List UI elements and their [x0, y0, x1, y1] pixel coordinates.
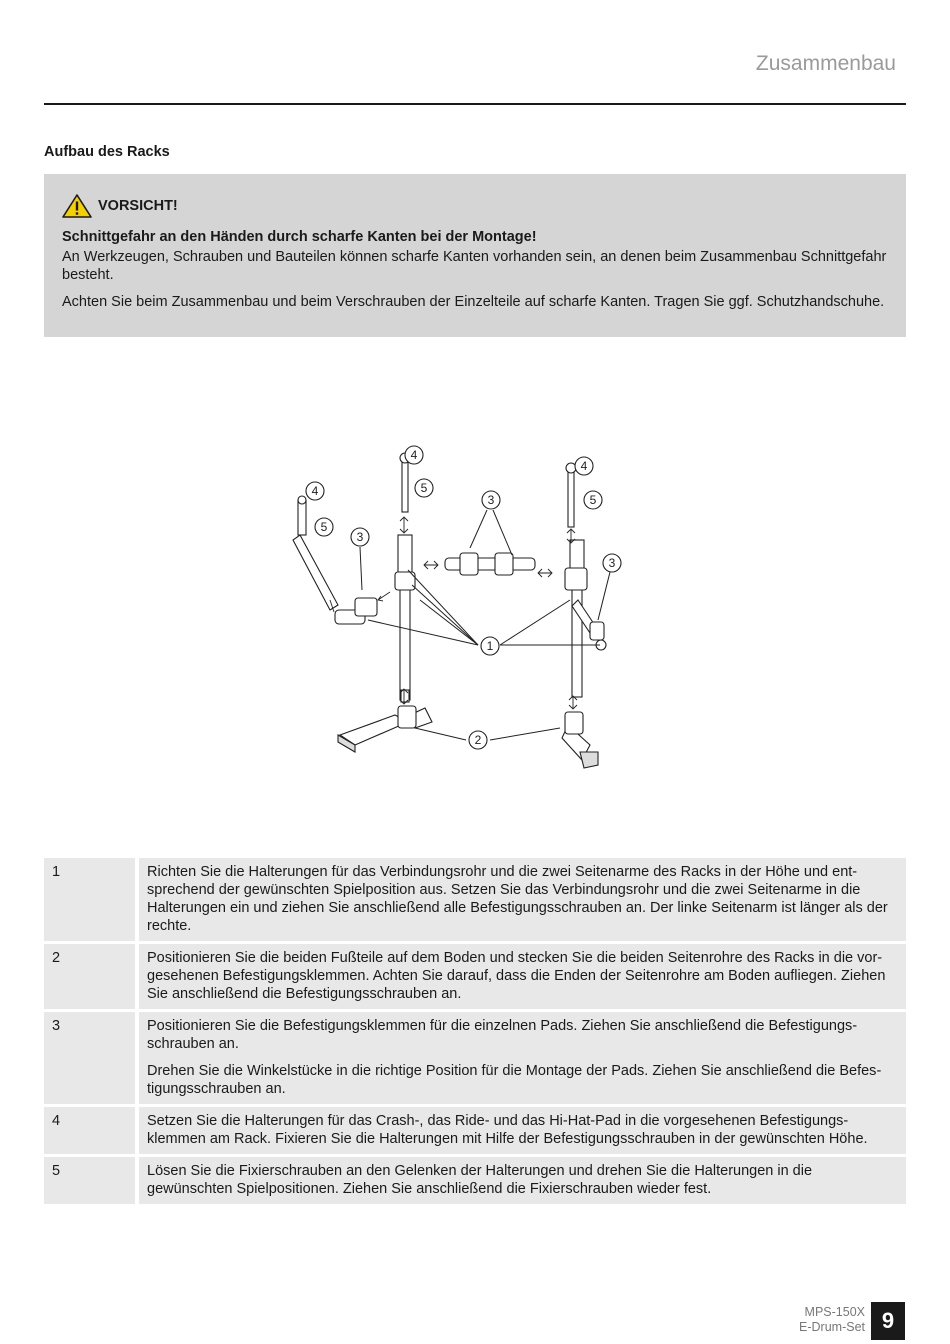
callout-label-5: 5 [320, 520, 328, 534]
callout-label-5: 5 [420, 481, 428, 495]
left-upright-tube [395, 535, 415, 702]
rack-assembly-illustration [290, 440, 640, 775]
callout-label-4: 4 [311, 484, 319, 498]
callout-label-5: 5 [589, 493, 597, 507]
mount-rods [298, 453, 576, 527]
warning-label: VORSICHT! [98, 198, 178, 214]
warning-paragraph: An Werkzeugen, Schrauben und Bauteilen können scharfe Kanten vorhanden sein, an denen beim Zusammenbau Schnittgefahr besteht. [62, 249, 887, 283]
table-row [44, 1157, 906, 1204]
step-number: 1 [44, 858, 139, 941]
step-text [139, 944, 906, 1009]
callout-label-2: 2 [474, 733, 482, 747]
table-row [44, 1012, 906, 1104]
warning-subtitle: Schnittgefahr an den Händen durch scharfe Kanten bei der Montage! [62, 229, 537, 245]
page-number: 9 [871, 1302, 905, 1340]
step-paragraph: Drehen Sie die Winkelstücke in die richtige Position für die Montage der Pads. Ziehen Sie anschließend die Befestigungsschrauben an. [147, 1063, 882, 1097]
header-rule [44, 103, 906, 105]
step-text [139, 1012, 906, 1104]
step-paragraph: Positionieren Sie die Befestigungsklemmen für die einzelnen Pads. Ziehen Sie anschließend die Befestigungsschrauben an. [147, 1018, 858, 1052]
table-row [44, 944, 906, 1009]
step-text [139, 1107, 906, 1154]
warning-header [62, 194, 888, 218]
callout-label-3: 3 [356, 530, 364, 544]
steps-table [44, 855, 906, 1207]
step-number: 4 [44, 1107, 139, 1154]
right-foot [562, 712, 598, 768]
table-row [44, 1107, 906, 1154]
step-paragraph: Positionieren Sie die beiden Fußteile auf dem Boden und stecken Sie die beiden Seitenrohre des Racks in die vorgesehenen Befestigungsklemmen. Achten Sie darauf, dass die Enden der Seitenrohre am Boden aufliegen. Ziehen Sie anschließend die Befestigungsschrauben an. [147, 950, 886, 1002]
callout-label-4: 4 [410, 448, 418, 462]
callout-label-3: 3 [487, 493, 495, 507]
footer-product: E-Drum-Set [799, 1320, 865, 1334]
step-text [139, 1157, 906, 1204]
callout-label-3: 3 [608, 556, 616, 570]
page-header-title: Zusammenbau [755, 52, 896, 75]
step-text [139, 858, 906, 941]
step-number: 5 [44, 1157, 139, 1204]
callout-label-1: 1 [486, 639, 494, 653]
table-row [44, 858, 906, 941]
step-paragraph: Richten Sie die Halterungen für das Verbindungsrohr und die zwei Seitenarme des Racks in der Höhe und entsprechend der gewünschten Spielposition aus. Setzen Sie das Verbindungsrohr und die zwei Seitenarme in die Halterungen ein und ziehen Sie anschließend alle Befestigungsschrauben an. Der linke Seitenarm ist länger als der rechte. [147, 864, 888, 934]
step-number: 3 [44, 1012, 139, 1104]
warning-triangle-icon [62, 194, 92, 218]
footer-model: MPS-150X [804, 1305, 865, 1319]
left-side-arm [293, 500, 377, 624]
warning-paragraph: Achten Sie beim Zusammenbau und beim Verschrauben der Einzelteile auf scharfe Kanten. Tragen Sie ggf. Schutzhandschuhe. [62, 294, 885, 310]
step-paragraph: Lösen Sie die Fixierschrauben an den Gelenken der Halterungen und drehen Sie die Halterungen in die gewünschten Spielpositionen. Ziehen Sie anschließend die Fixierschrauben wieder fest. [147, 1163, 813, 1197]
cross-bar [445, 553, 535, 575]
footer-model-info [799, 1305, 865, 1335]
step-number: 2 [44, 944, 139, 1009]
warning-box [44, 174, 906, 337]
section-heading: Aufbau des Racks [44, 144, 170, 160]
callout-label-4: 4 [580, 459, 588, 473]
step-paragraph: Setzen Sie die Halterungen für das Crash-, das Ride- und das Hi-Hat-Pad in die vorgesehenen Befestigungsklemmen am Rack. Fixieren Sie die Halterungen mit Hilfe der Befestigungsschrauben in der gewünschten Höhe. [147, 1113, 868, 1147]
